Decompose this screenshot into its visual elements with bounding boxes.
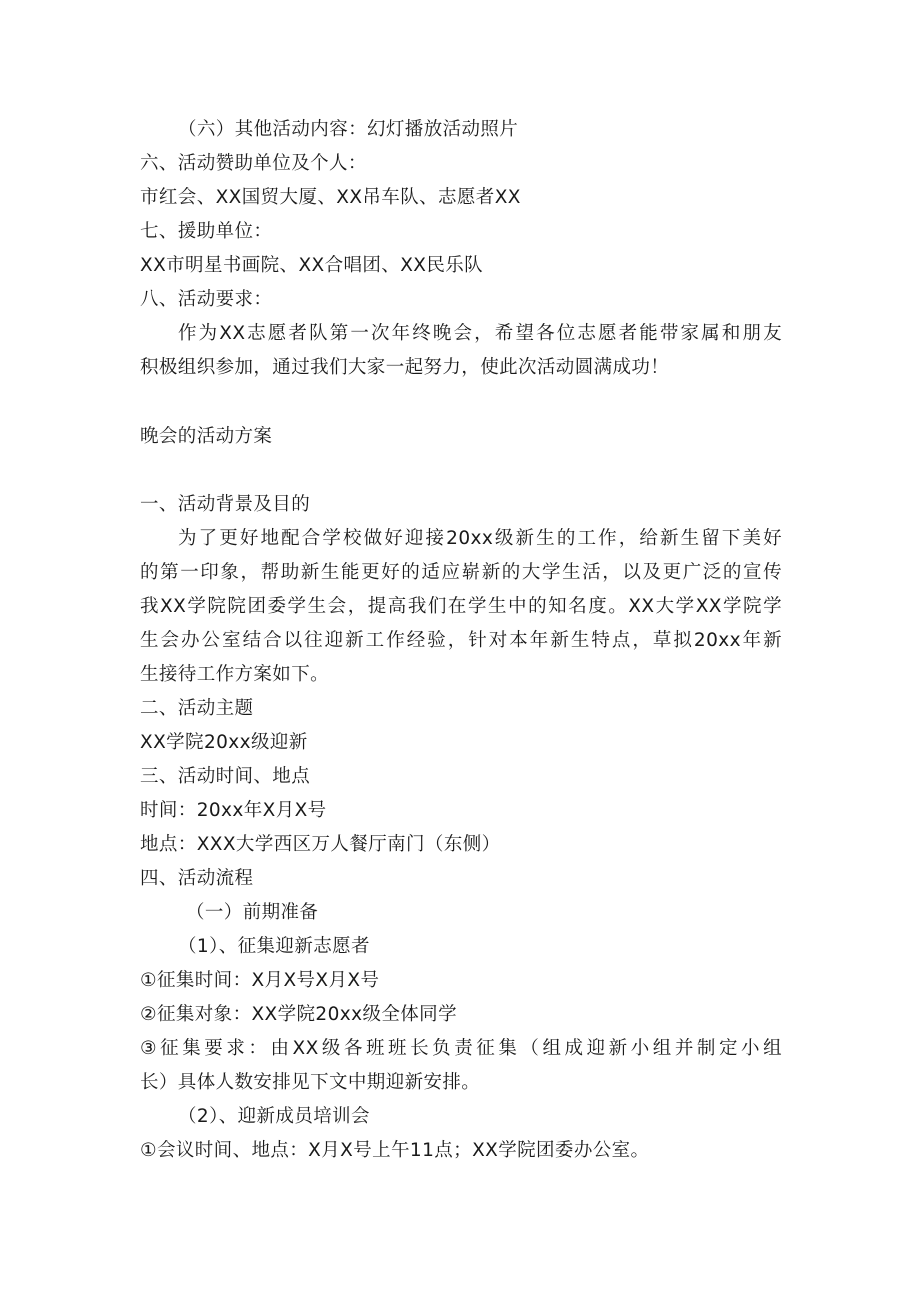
list-item: ①征集时间：X月X号X月X号 <box>140 970 380 991</box>
subsection-heading: （1）、征集迎新志愿者 <box>178 936 370 957</box>
paragraph-line: 市红会、XX国贸大厦、XX吊车队、志愿者XX <box>140 187 521 208</box>
paragraph-line: XX市明星书画院、XX合唱团、XX民乐队 <box>140 255 484 276</box>
paragraph-line: 作为XX志愿者队第一次年终晚会，希望各位志愿者能带家属和朋友 <box>178 323 782 344</box>
subsection-heading: （2）、迎新成员培训会 <box>178 1106 370 1127</box>
section-heading: 一、活动背景及目的 <box>140 494 311 515</box>
paragraph-line: 地点：XXX大学西区万人餐厅南门（东侧） <box>140 834 501 855</box>
section-heading: 二、活动主题 <box>140 698 254 719</box>
paragraph-line: 时间：20xx年X月X号 <box>140 800 327 821</box>
paragraph-line: 生会办公室结合以往迎新工作经验，针对本年新生特点，草拟20xx年新 <box>140 630 782 651</box>
section-heading: 八、活动要求： <box>140 289 273 310</box>
paragraph-line: 我XX学院院团委学生会，提高我们在学生中的知名度。XX大学XX学院学 <box>140 596 782 617</box>
section-heading: 六、活动赞助单位及个人： <box>140 153 367 174</box>
document-title: 晚会的活动方案 <box>140 426 273 447</box>
paragraph-line: （六）其他活动内容：幻灯播放活动照片 <box>178 119 519 140</box>
paragraph-line: 为了更好地配合学校做好迎接20xx级新生的工作，给新生留下美好 <box>178 528 782 549</box>
subsection-heading: （一）前期准备 <box>186 902 319 923</box>
section-heading: 四、活动流程 <box>140 868 254 889</box>
section-heading: 七、援助单位： <box>140 221 273 242</box>
list-item: ①会议时间、地点：X月X号上午11点；XX学院团委办公室。 <box>140 1140 650 1161</box>
paragraph-line: 积极组织参加，通过我们大家一起努力，使此次活动圆满成功！ <box>140 357 670 378</box>
list-item: ②征集对象：XX学院20xx级全体同学 <box>140 1004 457 1025</box>
section-heading: 三、活动时间、地点 <box>140 766 311 787</box>
paragraph-line: 长）具体人数安排见下文中期迎新安排。 <box>140 1072 481 1093</box>
list-item: ③征集要求：由XX级各班班长负责征集（组成迎新小组并制定小组 <box>140 1038 782 1059</box>
paragraph-line: 生接待工作方案如下。 <box>140 664 330 685</box>
paragraph-line: XX学院20xx级迎新 <box>140 732 308 753</box>
paragraph-line: 的第一印象，帮助新生能更好的适应崭新的大学生活，以及更广泛的宣传 <box>140 562 782 583</box>
